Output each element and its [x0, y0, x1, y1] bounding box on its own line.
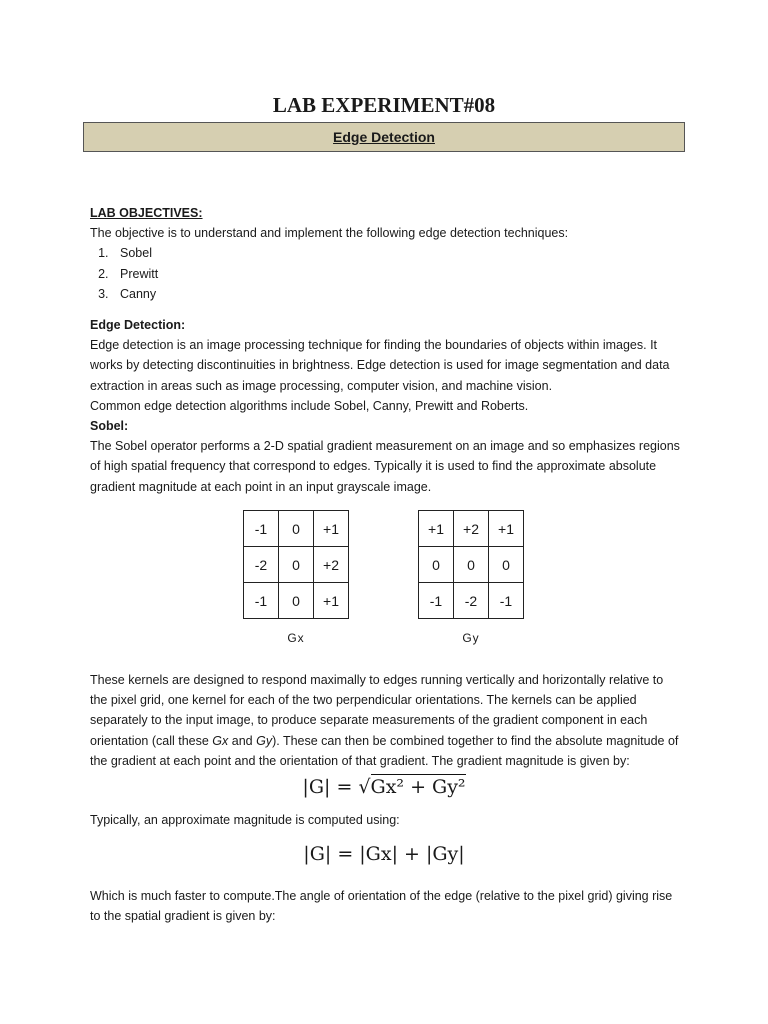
kernel-cell: -2 [454, 583, 489, 619]
kernel-cell: 0 [279, 583, 314, 619]
kernel-cell: +1 [419, 511, 454, 547]
kernel-cell: +2 [314, 547, 349, 583]
kernel-cell: -1 [419, 583, 454, 619]
formula-lhs: |G| = [302, 776, 359, 798]
section-title-banner: Edge Detection [83, 122, 685, 152]
gy-term: Gy [256, 733, 273, 748]
objectives-heading: LAB OBJECTIVES: [90, 206, 203, 220]
objectives-section [90, 203, 680, 304]
kernel-cell: 0 [489, 547, 524, 583]
kernel-cell: +2 [454, 511, 489, 547]
kernel-cell: 0 [419, 547, 454, 583]
edge-detection-section [90, 315, 680, 497]
formula-radicand: Gx² + Gy² [370, 776, 466, 798]
kernel-cell: -1 [244, 583, 279, 619]
kernel-cell: +1 [489, 511, 524, 547]
page-title: LAB EXPERIMENT#08 [272, 93, 496, 117]
kernel-cell: -1 [244, 511, 279, 547]
kernel-cell: -1 [489, 583, 524, 619]
list-item: 3. Canny [112, 284, 680, 304]
edge-detection-heading: Edge Detection: [90, 318, 186, 332]
gx-kernel-table [243, 510, 349, 619]
list-item: 2. Prewitt [112, 264, 680, 284]
explanation-text: ). These can then be combined together to find the absolute magnitude of the gradient at each point and the orientation of that gradient. The gradient magnitude is given by: [90, 733, 679, 768]
gx-term: Gx [212, 733, 229, 748]
gy-caption: Gy [462, 631, 480, 645]
edge-detection-common: Common edge detection algorithms include Sobel, Canny, Prewitt and Roberts. [90, 398, 529, 413]
sobel-heading: Sobel: [90, 419, 129, 434]
objectives-list [90, 243, 680, 304]
explanation-text: These kernels are designed to respond maximally to edges running vertically and horizontally relative to the pixel grid, one kernel for each of the two perpendicular orientations. The kernels can be applied separately to the input image, to produce separate measurements of the gradient component in each orientation (call these [90, 673, 664, 748]
approx-formula: |G| = |Gx| + |Gy| [303, 843, 465, 865]
edge-detection-body: Edge detection is an image processing technique for finding the boundaries of objects within images. It works by detecting discontinuities in brightness. Edge detection is used for image segmentation and data extraction in areas such as image processing, computer vision, and machine vision. [90, 338, 670, 393]
objectives-intro: The objective is to understand and implement the following edge detection techniques: [90, 226, 569, 241]
kernel-cell: 0 [279, 547, 314, 583]
sqrt-icon: √ [358, 776, 371, 798]
explanation-text: and [228, 733, 257, 748]
kernel-cell: -2 [244, 547, 279, 583]
sobel-body: The Sobel operator performs a 2-D spatial gradient measurement on an image and so emphasizes regions of high spatial frequency that correspond to edges. Typically it is used to find the approximate absolute gradient magnitude at each point in an input grayscale image. [90, 439, 680, 494]
kernel-cell: +1 [314, 583, 349, 619]
gy-kernel-table [418, 510, 524, 619]
kernel-cell: +1 [314, 511, 349, 547]
magnitude-formula [0, 776, 768, 798]
closing-text: Which is much faster to compute.The angle of orientation of the edge (relative to the pixel grid) giving rise to the spatial gradient is given by: [90, 889, 673, 924]
approx-text: Typically, an approximate magnitude is computed using: [90, 813, 400, 827]
kernel-cell: 0 [454, 547, 489, 583]
kernel-cell: 0 [279, 511, 314, 547]
list-item: 1. Sobel [112, 243, 680, 263]
gx-caption: Gx [287, 631, 305, 645]
explanation-paragraph [90, 670, 680, 771]
